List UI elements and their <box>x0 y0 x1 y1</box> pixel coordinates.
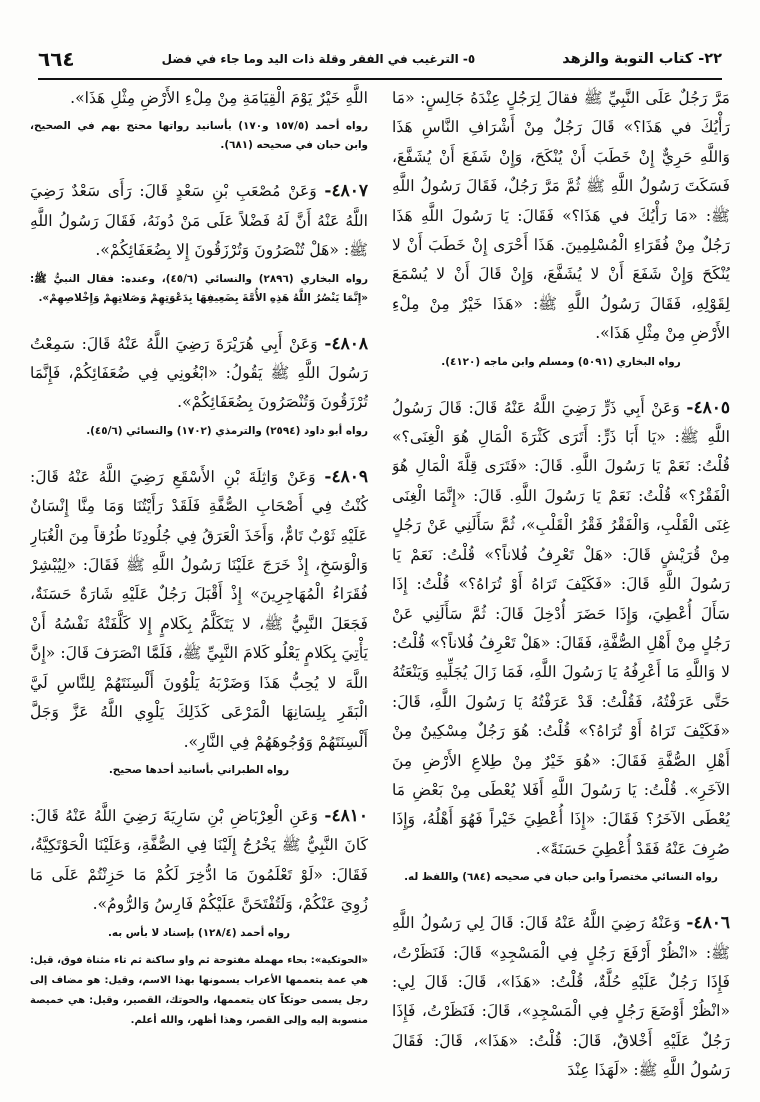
page-header <box>38 42 722 76</box>
hadith-number: ٤٨٠٩- <box>324 466 368 487</box>
hadith-number: ٤٨٠٥- <box>686 397 730 418</box>
header-rule <box>38 78 722 80</box>
hadith-4805 <box>392 394 730 865</box>
hadith-number: ٤٨٠٦- <box>686 913 730 934</box>
hadith-4807 <box>30 177 368 265</box>
hadith-continuation: مَرَّ رَجُلٌ عَلَى النَّبِيِّ ﷺ فقالَ لِرَجُلٍ عِنْدَهُ جَالِسٍ: «مَا رَأْيُكَ في هَذَا؟» قَالَ رَجُلٌ مِنْ أَشْرَافِ النَّاسِ هَذَا وَاللَّهِ حَرِيٌّ إِنْ خَطَبَ أَنْ يُنْكَحَ، وَإِنْ شَفَعَ أَنْ يُشَفَّعَ، فَسَكَتَ رَسُولُ اللَّهِ ﷺ ثُمَّ مَرَّ رَجُلٌ، فَقَالَ رَسُولُ اللَّهِ ﷺ: «مَا رَأْيُكَ في هَذَا؟» فَقَالَ: يَا رَسُولَ اللَّهِ هَذَا رَجُلٌ مِنْ فُقَرَاءِ الْمُسْلِمِينَ. هَذَا أَحْرَى إِنْ خَطَبَ أَنْ لا يُنْكَحَ وَإِنْ شَفَعَ أَنْ لا يُشَفَّعَ، وَإِنْ قَالَ أَنْ لا يُسْمَعَ لِقَوْلِهِ، فَقَالَ رَسُولُ اللَّهِ ﷺ: «هَذَا خَيْرٌ مِنْ مِلْءِ الأَرْضِ مِنْ مِثْلِ هَذَا». <box>392 89 730 343</box>
hadith-4810 <box>30 802 368 920</box>
source-citation: رواه النسائي مختصراً وابن حبان في صحيحه (٦٨٤) واللفظ له. <box>404 871 718 884</box>
right-column <box>392 84 730 1094</box>
source-citation: رواه أبو داود (٢٥٩٤) والترمذي (١٧٠٢) والنسائي (٤٥/٦). <box>86 424 368 437</box>
hadith-4806 <box>392 909 730 1085</box>
hadith-text: وَعَنْهُ رَضِيَ اللَّهُ عَنْهُ قَالَ: قَالَ لِي رَسُولُ اللَّهِ ﷺ: «انْظُرْ أَرْفَعَ رَجُلٍ فِي الْمَسْجِدِ» قَالَ: فَنَظَرْتُ، فَإِذَا رَجُلٌ عَلَيْهِ حُلَّةٌ، قُلْتُ: «هَذَا»، قَالَ: قَالَ لِي: «انْظُرْ أَوْضَعَ رَجُلٍ فِي الْمَسْجِدِ»، قَالَ: فَنَظَرْتُ، فَإِذَا رَجُلٌ عَلَيْهِ أَخْلاقٌ، قَالَ: قُلْتُ: «هَذَا»، قَالَ: فَقَالَ رَسُولُ اللَّهِ ﷺ: «لَهَذَا عِنْدَ <box>392 914 730 1080</box>
hadith-number: ٤٨٠٨- <box>324 333 368 354</box>
hadith-4809 <box>30 463 368 757</box>
page-number: ٦٦٤ <box>38 47 75 71</box>
hadith-continuation: اللَّهِ خَيْرٌ يَوْمَ الْقِيَامَةِ مِنْ مِلْءِ الأَرْضِ مِثْلِ هَذَا». <box>70 89 368 107</box>
source-citation: رواه أحمد (١٢٨/٤) بإسناد لا بأس به. <box>107 926 291 939</box>
hadith-number: ٤٨٠٧- <box>324 181 368 202</box>
footnote: «الحوتكية»: بحاء مهملة مفتوحة ثم واو ساكنة ثم تاء مثناة فوق، قيل: هي عمة يتعممها الأعراب يسمونها بهذا الاسم، وقيل: هو مضاف إلى رجل يسمى حوتكاً كان يتعممها، والحوتك، القصير، وقيل: هي خميصة منسوبة إليه وإلى القصر، وهذا أظهر، والله أعلم. <box>30 954 368 1026</box>
hadith-text: وَعَنْ وَاثِلَةَ بْنِ الأَسْقَعِ رَضِيَ اللَّهُ عَنْهُ قَالَ: كُنْتُ فِي أَصْحَابِ الصُّفَّةِ فَلَقَدْ رَأَيْتُنَا وَمَا مِنَّا إِنْسَانٌ عَلَيْهِ ثَوْبٌ تَامٌّ، وَأَخَذَ الْعَرَقُ فِي جُلُودِنَا طُرُقاً مِنَ الْغُبَارِ وَالْوَسَخِ، إِذْ خَرَجَ عَلَيْنَا رَسُولُ اللَّهِ ﷺ فَقَالَ: «لِيُبْشِرْ فُقَرَاءُ الْمُهَاجِرِينَ» إِذْ أَقْبَلَ رَجُلٌ عَلَيْهِ شَارَةٌ حَسَنَةٌ، فَجَعَلَ النَّبِيُّ ﷺ، لا يَتَكَلَّمُ بِكَلامٍ إِلا كَلَّفَتْهُ نَفْسُهُ أَنْ يَأْتِيَ بِكَلامٍ يَعْلُو كَلامَ النَّبِيِّ ﷺ، فَلَمَّا انْصَرَفَ قَالَ: «إِنَّ اللَّهَ لا يُحِبُّ هَذَا وَضَرْبَهُ يَلْوُونَ أَلْسِنَتَهُمْ لِلنَّاسِ لَيَّ الْبَقَرِ بِلِسَانِهَا الْمَرْعَى كَذَلِكَ يَلْوِي اللَّهُ عَزَّ وَجَلَّ أَلْسِنَتَهُمْ وَوُجُوهَهُمْ فِي النَّارِ». <box>30 467 368 751</box>
hadith-text: وَعَنْ مُصْعَبِ بْنِ سَعْدٍ قَالَ: رَأَى سَعْدٌ رَضِيَ اللَّهُ عَنْهُ أَنَّ لَهُ فَضْلاً عَلَى مَنْ دُونَهُ، فَقَالَ رَسُولُ اللَّهِ ﷺ: «هَلْ تُنْصَرُونَ وَتُرْزَقُونَ إِلا بِضُعَفَائِكُمْ». <box>30 182 368 260</box>
left-column <box>30 84 368 1094</box>
source-citation: رواه البخاري (٥٠٩١) ومسلم وابن ماجه (٤١٢٠). <box>441 355 681 368</box>
hadith-text: وَعَنْ أَبِي هُرَيْرَةَ رَضِيَ اللَّهُ عَنْهُ قَالَ: سَمِعْتُ رَسُولَ اللَّهِ ﷺ يَقُولُ: «ابْغُونِي فِي ضُعَفَائِكُمْ، فَإِنَّمَا تُرْزَقُونَ وَتُنْصَرُونَ بِضُعَفَائِكُمْ». <box>30 334 368 412</box>
source-citation: رواه أحمد (١٥٧/٥ و١٧٠) بأسانيد رواتها محتج بهم في الصحيح، وابن حبان في صحيحه (٦٨١). <box>30 120 368 152</box>
hadith-text: وَعَنِ الْعِرْبَاضِ بْنِ سَارِيَةَ رَضِيَ اللَّهُ عَنْهُ قَالَ: كَانَ النَّبِيُّ ﷺ يَخْرُجُ إِلَيْنَا فِي الصُّفَّةِ، وَعَلَيْنَا الْحَوْتَكِيَّةُ، فَقَالَ: «لَوْ تَعْلَمُونَ مَا ادُّخِرَ لَكُمْ مَا حَزِنْتُمْ عَلَى مَا زُوِيَ عَنْكُمْ، وَلَتُفْتَحَنَّ عَلَيْكُمْ فَارِسُ وَالرُّومُ». <box>30 806 368 914</box>
source-citation: رواه الطبراني بأسانيد أحدها صحيح. <box>108 763 290 776</box>
book-title: ٢٢- كتاب التوبة والزهد <box>562 51 722 67</box>
hadith-number: ٤٨١٠- <box>324 805 368 826</box>
source-citation: رواه البخاري (٢٨٩٦) والنسائي (٤٥/٦)، وعنده: فقال النبيُّ ﷺ: «إِنَّمَا يَنْصُرُ اللَّهُ هَذِهِ الأُمَّةَ بِضَعِيفِهَا بِدَعْوَتِهِمْ وَصَلاتِهِمْ وَإِخْلاصِهِمْ». <box>30 272 368 304</box>
hadith-text: وَعَنْ أَبِي ذَرٍّ رَضِيَ اللَّهُ عَنْهُ قَالَ: قَالَ رَسُولُ اللَّهِ ﷺ: «يَا أَبَا ذَرٍّ: أَتَرَى كَثْرَةَ الْمَالِ هُوَ الْغِنَى؟» قُلْتُ: نَعَمْ يَا رَسُولَ اللَّهِ. قَالَ: «فَتَرَى قِلَّةَ الْمَالِ هُوَ الْفَقْرُ؟» قُلْتُ: نَعَمْ يَا رَسُولَ اللَّهِ. قَالَ: «إِنَّمَا الْغِنَى غِنَى الْقَلْبِ، وَالْفَقْرُ فَقْرُ الْقَلْبِ»، ثُمَّ سَأَلَنِي عَنْ رَجُلٍ مِنْ قُرَيْشٍ قَالَ: «هَلْ تَعْرِفُ فُلاناً؟» قُلْتُ: نَعَمْ يَا رَسُولَ اللَّهِ قَالَ: «فَكَيْفَ تَرَاهُ أَوْ تُرَاهُ؟» قُلْتُ: إِذَا سَأَلَ أُعْطِيَ، وَإِذَا حَضَرَ أُدْخِلَ قَالَ: ثُمَّ سَأَلَنِي عَنْ رَجُلٍ مِنْ أَهْلِ الصُّفَّةِ، فَقَالَ: «هَلْ تَعْرِفُ فُلاناً؟» قُلْتُ: لا وَاللَّهِ مَا أَعْرِفُهُ يَا رَسُولَ اللَّهِ، فَمَا زَالَ يُجَلِّيهِ وَيَنْعَتُهُ حَتَّى عَرَفْتُهُ، فَقُلْتُ: قَدْ عَرَفْتُهُ يَا رَسُولَ اللَّهِ، قَالَ: «فَكَيْفَ تَرَاهُ أَوْ تُرَاهُ؟» قُلْتُ: هُوَ رَجُلٌ مِسْكِينٌ مِنْ أَهْلِ الصُّفَّةِ فَقَالَ: «هُوَ خَيْرٌ مِنْ طِلاعِ الأَرْضِ مِنَ الآخَرِ». قُلْتُ: يَا رَسُولَ اللَّهِ أَفَلا يُعْطَى مِنْ بَعْضِ مَا يُعْطَى الآخَرُ؟ فَقَالَ: «إِذَا أُعْطِيَ خَيْراً فَهُوَ أَهْلُهُ، وَإِذَا صُرِفَ عَنْهُ فَقَدْ أُعْطِيَ حَسَنَةً». <box>392 398 730 858</box>
hadith-4808 <box>30 330 368 418</box>
chapter-title: ٥- الترغيب في الفقر وقلة ذات اليد وما جاء في فضل <box>161 52 476 66</box>
